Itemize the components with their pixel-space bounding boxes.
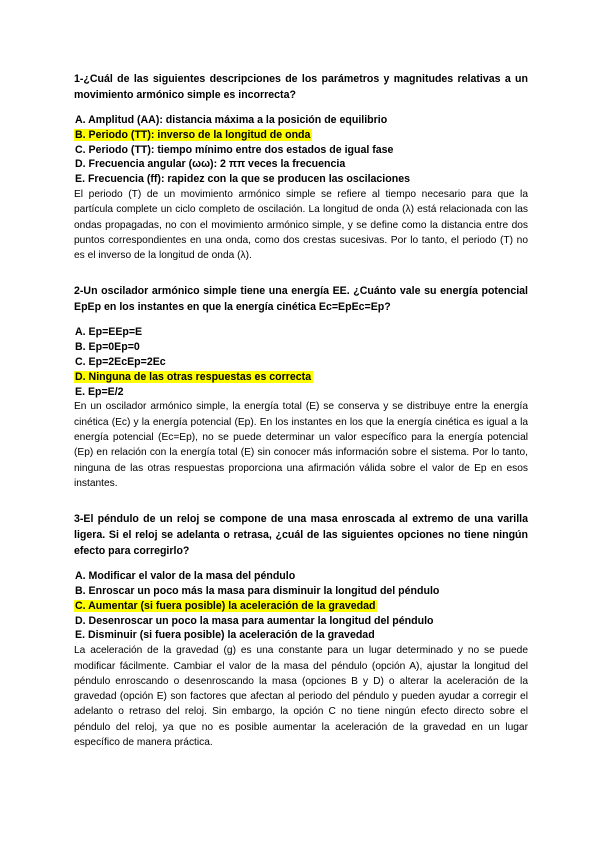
question-block-3 (74, 511, 528, 750)
options-list (74, 325, 528, 399)
explanation-text: La aceleración de la gravedad (g) es una constante para un lugar determinado y no se puede modificar fácilmente. Cambiar el valor de la masa del péndulo (opción A), ajustar la longitud del péndulo enroscando o desenroscando la masa (opciones B y D) o alterar la aceleración de la gravedad (opción E) son factores que afectan al periodo del péndulo y pueden ayudar a corregir el adelanto o retraso del reloj. Sin embargo, la opción C no tiene ningún efecto directo sobre el péndulo del reloj, ya que no es posible aumentar la aceleración de la gravedad en un lugar específico de manera práctica. (74, 645, 528, 748)
option-e: E. Ep=E/2 (75, 385, 124, 398)
option-a: A. Modificar el valor de la masa del péndulo (75, 570, 296, 583)
option-a: A. Ep=EEp=E (75, 326, 143, 339)
option-e: E. Frecuencia (ff): rapidez con la que se producen las oscilaciones (75, 173, 410, 186)
document-content (74, 71, 528, 770)
option-b-highlighted: B. Periodo (TT): inverso de la longitud de onda (75, 128, 311, 141)
option-c-highlighted: C. Aumentar (si fuera posible) la aceleración de la gravedad (75, 599, 376, 612)
question-text: 3-El péndulo de un reloj se compone de una masa enroscada al extremo de una varilla ligera. Si el reloj se adelanta o retrasa, ¿cuál de las siguientes opciones no tiene ningún efecto para corregirlo? (74, 513, 528, 558)
options-list (74, 569, 528, 643)
option-c: C. Ep=2EcEp=2Ec (75, 356, 166, 369)
option-c: C. Periodo (TT): tiempo mínimo entre dos estados de igual fase (75, 143, 394, 156)
question-block-1 (74, 71, 528, 263)
option-b: B. Enroscar un poco más la masa para disminuir la longitud del péndulo (75, 585, 440, 598)
explanation-text: En un oscilador armónico simple, la energía total (E) se conserva y se distribuye entre la energía cinética (Ec) y la energía potencial (Ep). En los instantes en los que la energía cinética es igual a la energía potencial (Ec=Ep), no se puede determinar un valor específico para la energía potencial (Ep) en relación con la energía total (E) sin conocer más información sobre el sistema. Por lo tanto, ninguna de las otras respuestas proporciona una afirmación válida sobre el valor de Ep en esos instantes. (74, 401, 528, 489)
question-text: 2-Un oscilador armónico simple tiene una energía EE. ¿Cuánto vale su energía potencial EpEp en los instantes en que la energía cinética Ec=EpEc=Ep? (74, 285, 528, 314)
question-text: 1-¿Cuál de las siguientes descripciones de los parámetros y magnitudes relativas a un movimiento armónico simple es incorrecta? (74, 73, 528, 101)
explanation-text: El periodo (T) de un movimiento armónico simple se refiere al tiempo necesario para que la partícula complete un ciclo completo de oscilación. La longitud de onda (λ) está relacionada con las ondas propagadas, no con el movimiento armónico simple, y se define como la distancia entre dos puntos correspondientes en una onda, como dos crestas sucesivas. Por lo tanto, el periodo (T) no es el inverso de la longitud de onda (λ). (74, 188, 528, 262)
options-list (74, 113, 528, 187)
question-block-2 (74, 283, 528, 491)
option-d-highlighted: D. Ninguna de las otras respuestas es correcta (75, 370, 312, 383)
option-d: D. Frecuencia angular (ωω): 2 ππ veces la frecuencia (75, 158, 346, 171)
option-b: B. Ep=0Ep=0 (75, 341, 140, 354)
option-a: A. Amplitud (AA): distancia máxima a la posición de equilibrio (75, 114, 388, 126)
option-e: E. Disminuir (si fuera posible) la aceleración de la gravedad (75, 629, 375, 642)
option-d: D. Desenroscar un poco la masa para aumentar la longitud del péndulo (75, 614, 434, 627)
